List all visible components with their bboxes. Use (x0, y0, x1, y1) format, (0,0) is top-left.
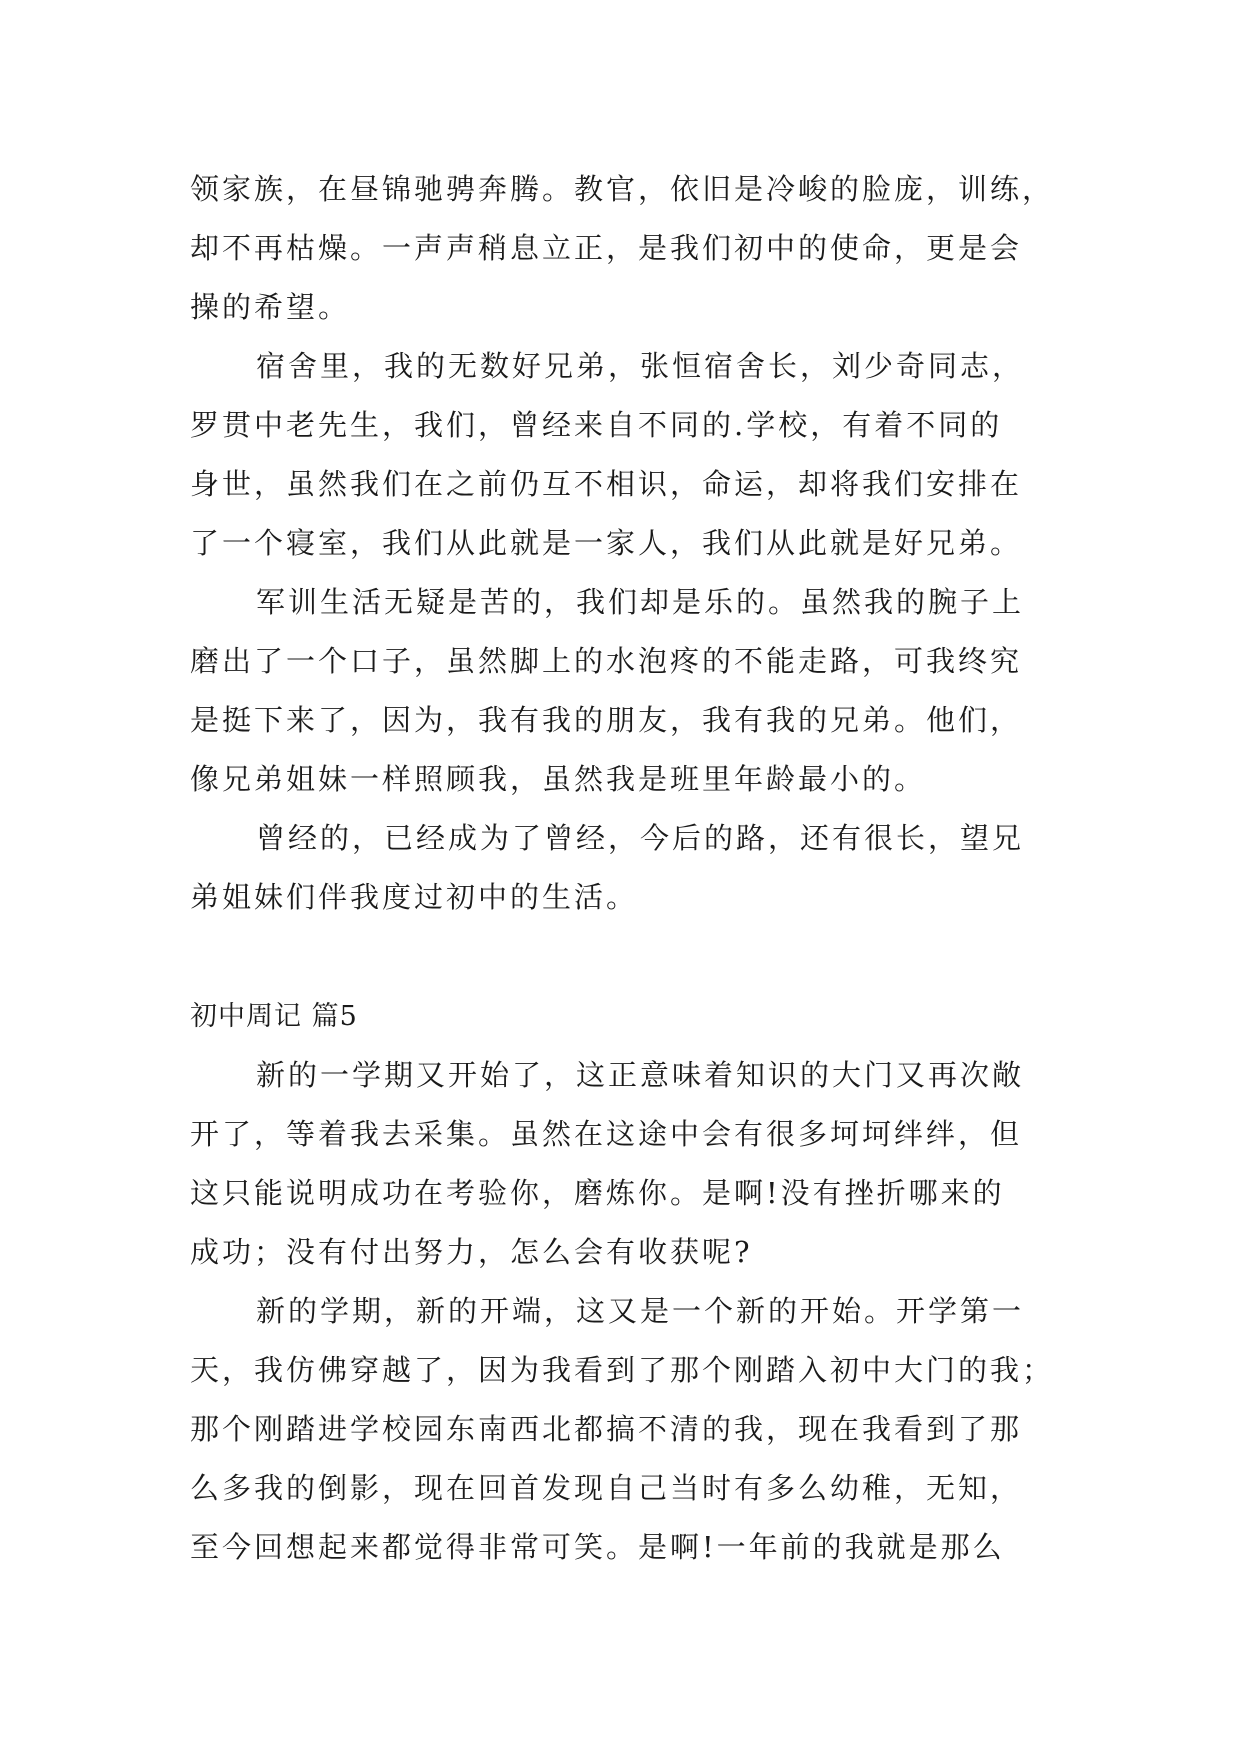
text-line: 领家族，在昼锦驰骋奔腾。教官，依旧是冷峻的脸庞，训练， (190, 172, 1055, 206)
text-line: 弟姐妹们伴我度过初中的生活。 (190, 880, 639, 914)
text-line: 天，我仿佛穿越了，因为我看到了那个刚踏入初中大门的我； (190, 1353, 1055, 1387)
paragraph (190, 337, 1070, 573)
paragraph (190, 573, 1070, 809)
text-line: 磨出了一个口子，虽然脚上的水泡疼的不能走路，可我终究 (190, 644, 1023, 678)
text-line: 开了，等着我去采集。虽然在这途中会有很多坷坷绊绊，但 (190, 1117, 1023, 1151)
text-line: 新的学期，新的开端，这又是一个新的开始。开学第一 (256, 1294, 1025, 1328)
text-line: 么多我的倒影，现在回首发现自己当时有多么幼稚，无知， (190, 1471, 1023, 1505)
text-line: 至今回想起来都觉得非常可笑。是啊!一年前的我就是那么 (190, 1530, 1005, 1564)
section-title: 初中周记 篇5 (190, 1001, 358, 1032)
text-line: 了一个寝室，我们从此就是一家人，我们从此就是好兄弟。 (190, 526, 1023, 560)
text-line: 罗贯中老先生，我们，曾经来自不同的.学校，有着不同的 (190, 408, 1003, 442)
document-body (190, 160, 1070, 1577)
text-line: 是挺下来了，因为，我有我的朋友，我有我的兄弟。他们， (190, 703, 1023, 737)
text-line: 却不再枯燥。一声声稍息立正，是我们初中的使命，更是会 (190, 231, 1023, 265)
text-line: 新的一学期又开始了，这正意味着知识的大门又再次敞 (256, 1058, 1025, 1092)
paragraph (190, 809, 1070, 927)
section-spacer (190, 927, 1070, 987)
text-line: 宿舍里，我的无数好兄弟，张恒宿舍长，刘少奇同志， (256, 349, 1025, 383)
paragraph (190, 1282, 1070, 1577)
text-line: 那个刚踏进学校园东南西北都搞不清的我，现在我看到了那 (190, 1412, 1023, 1446)
text-line: 这只能说明成功在考验你，磨炼你。是啊!没有挫折哪来的 (190, 1176, 1005, 1210)
text-line: 操的希望。 (190, 290, 351, 324)
text-line: 成功；没有付出努力，怎么会有收获呢? (190, 1235, 753, 1269)
paragraph (190, 160, 1070, 337)
text-line: 像兄弟姐妹一样照顾我，虽然我是班里年龄最小的。 (190, 762, 927, 796)
text-line: 曾经的，已经成为了曾经，今后的路，还有很长，望兄 (256, 821, 1025, 855)
text-line: 身世，虽然我们在之前仍互不相识，命运，却将我们安排在 (190, 467, 1023, 501)
paragraph (190, 1046, 1070, 1282)
text-line: 军训生活无疑是苦的，我们却是乐的。虽然我的腕子上 (256, 585, 1025, 619)
